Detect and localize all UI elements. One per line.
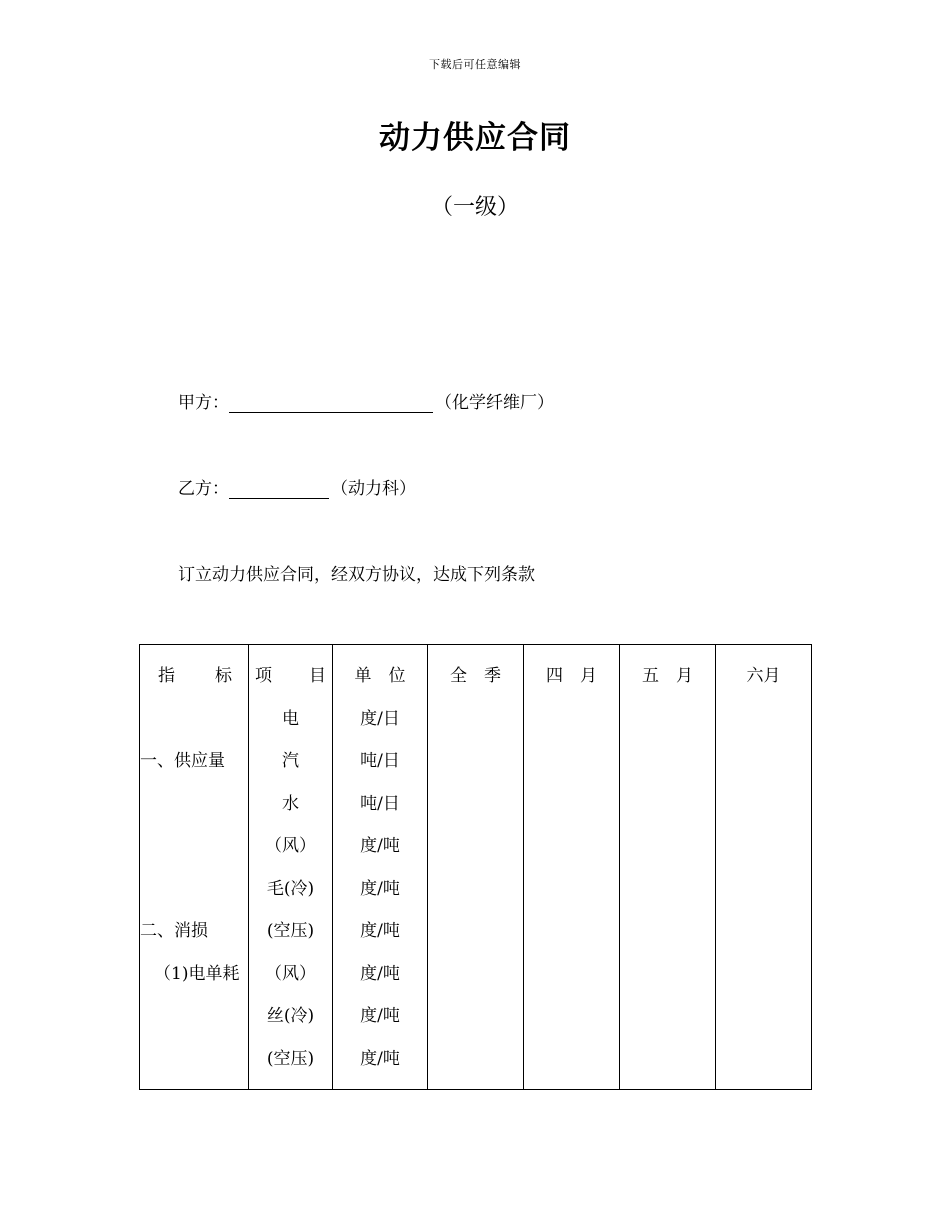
zhibiao-cell: 二、消损 [140, 921, 208, 941]
supply-table [139, 644, 812, 1090]
danwei-cell: 吨/日 [360, 793, 400, 814]
zhibiao-cell [140, 698, 248, 741]
zhibiao-cell [140, 1038, 248, 1081]
header-liuyue: 六月 [746, 666, 781, 686]
zhibiao-cell [140, 783, 248, 826]
party-a-suffix: （化学纤维厂） [435, 393, 554, 413]
danwei-cell: 度/日 [360, 708, 400, 729]
danwei-cell: 度/吨 [360, 921, 400, 941]
zhibiao-cell [140, 825, 248, 868]
party-a-line [178, 388, 554, 413]
header-xiangmu: 项 目 [255, 666, 326, 686]
danwei-cell: 吨/日 [360, 751, 400, 771]
zhibiao-cell: 一、供应量 [140, 751, 225, 771]
header-wuyue: 五 月 [642, 666, 693, 686]
xiangmu-cell: 毛(冷) [266, 878, 315, 899]
xiangmu-cell: 汽 [282, 751, 299, 771]
column-wuyue[interactable] [620, 645, 716, 1090]
party-b-line [178, 474, 416, 499]
xiangmu-cell: 丝(冷) [266, 1006, 315, 1026]
header-zhibiao: 指 标 [158, 666, 232, 686]
document-subtitle: （一级） [430, 195, 519, 220]
danwei-cell: 度/吨 [360, 878, 400, 899]
header-danwei: 单 位 [354, 666, 406, 686]
danwei-cell: 度/吨 [360, 1006, 400, 1026]
xiangmu-cell: (空压) [266, 921, 315, 941]
zhibiao-cell [140, 995, 248, 1038]
intro-paragraph: 订立动力供应合同，经双方协议，达成下列条款 [178, 565, 535, 585]
column-danwei [333, 645, 428, 1090]
header-siyue: 四 月 [546, 666, 597, 686]
party-a-blank[interactable] [229, 392, 433, 413]
danwei-cell: 度/吨 [360, 1048, 400, 1069]
header-note: 下载后可任意编辑 [429, 58, 521, 71]
danwei-cell: 度/吨 [360, 963, 400, 984]
xiangmu-cell: 电 [282, 708, 299, 729]
xiangmu-cell: 水 [282, 793, 299, 814]
zhibiao-cell: （1)电单耗 [154, 963, 240, 984]
zhibiao-cell [140, 868, 248, 911]
xiangmu-cell: （风） [265, 963, 316, 984]
xiangmu-cell: (空压) [266, 1048, 315, 1069]
column-zhibiao [140, 645, 249, 1090]
xiangmu-cell: （风） [265, 836, 316, 856]
column-xiangmu [249, 645, 333, 1090]
party-b-label: 乙方： [178, 479, 229, 499]
danwei-cell: 度/吨 [360, 836, 400, 856]
party-b-suffix: （动力科） [331, 479, 416, 499]
party-b-blank[interactable] [229, 478, 329, 499]
column-quanji[interactable] [428, 645, 524, 1090]
header-quanji: 全 季 [450, 666, 501, 686]
column-siyue[interactable] [524, 645, 620, 1090]
document-title: 动力供应合同 [379, 120, 571, 156]
column-liuyue[interactable] [716, 645, 812, 1090]
party-a-label: 甲方： [178, 393, 229, 413]
